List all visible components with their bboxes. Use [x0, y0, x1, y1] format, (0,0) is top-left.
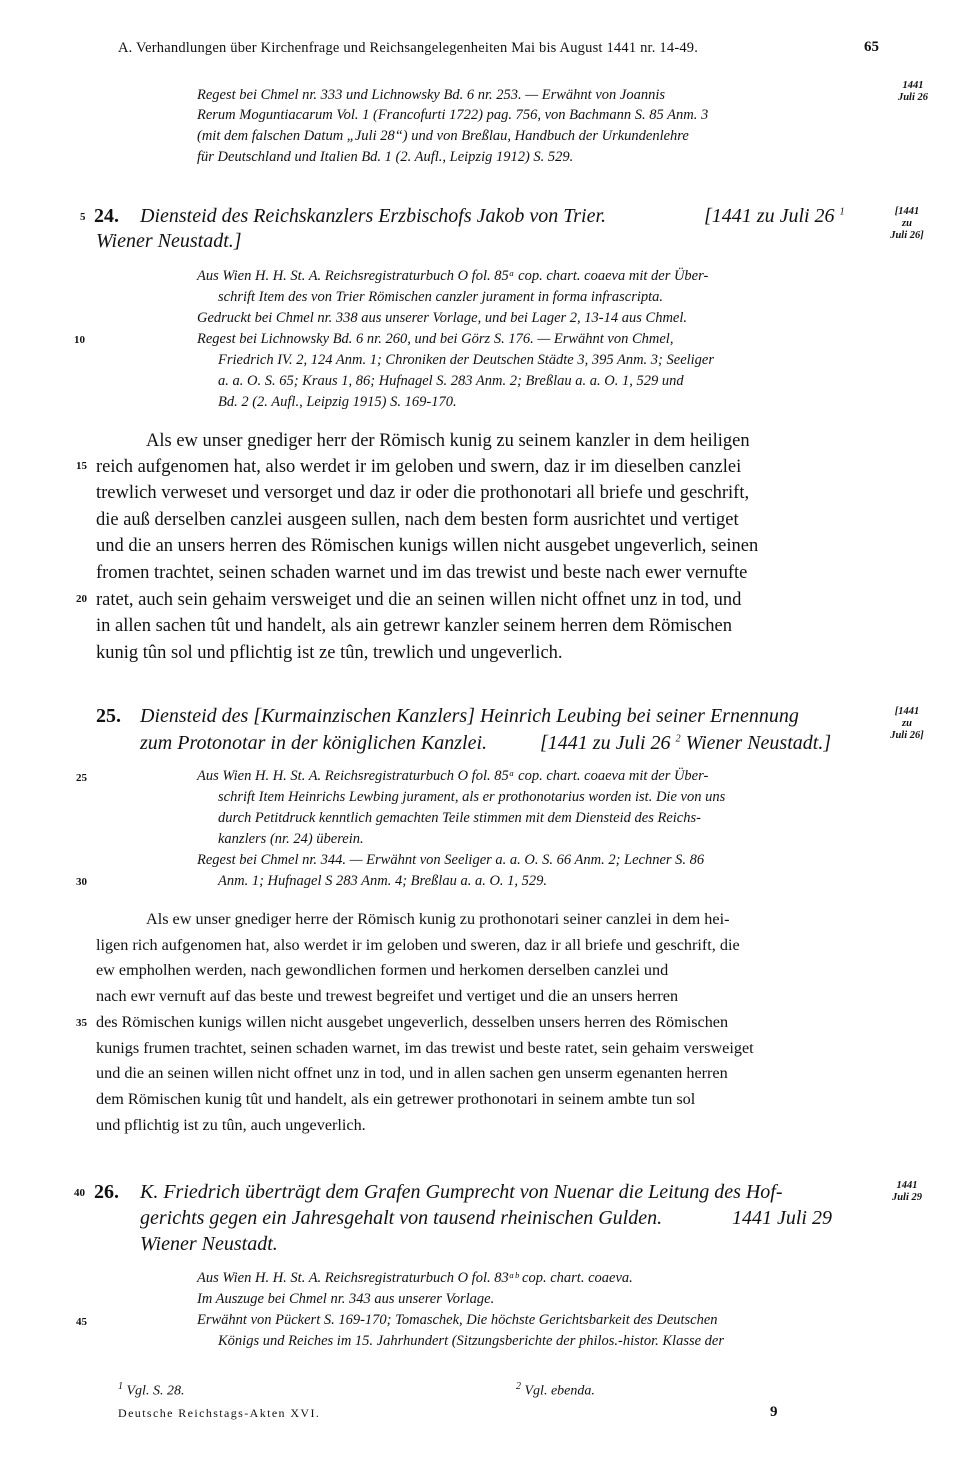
doc-note-line: Anm. 1; Hufnagel S 283 Anm. 4; Breßlau a. a. O. 1, 529. [218, 873, 548, 889]
doc-note-line: Aus Wien H. H. St. A. Reichsregistraturbuch O fol. 85ᵃ cop. chart. coaeva mit der Über- [197, 768, 709, 784]
doc-note-line: Regest bei Chmel nr. 344. — Erwähnt von Seeliger a. a. O. S. 66 Anm. 2; Lechner S. 86 [197, 852, 705, 868]
margin-date: [1441 zu Juli 26] [890, 206, 924, 242]
line-marker: 40 [74, 1187, 85, 1199]
page-number: 65 [864, 39, 879, 55]
doc-date: [1441 zu Juli 26 $^2$ Wiener Neustadt.] [540, 732, 832, 754]
intro-note-line: (mit dem falschen Datum „Juli 28“) und von Breßlau, Handbuch der Urkundenlehre [197, 128, 689, 144]
text-line: Als ew unser gnediger herre der Römisch kunig zu prothonotari seiner canzlei in dem hei- [146, 910, 730, 928]
line-marker: 25 [76, 772, 87, 784]
footnote-ref: 1 [839, 206, 845, 218]
text-line: in allen sachen tût und handelt, als ain getrewr kanzler seinem herren dem Römischen [96, 616, 732, 636]
doc-note-line: schrift Item des von Trier Römischen canzler jurament in forma infrascripta. [218, 289, 664, 305]
series-title: Deutsche Reichstags-Akten XVI. [118, 1406, 321, 1420]
doc-note-line: schrift Item Heinrichs Lewbing jurament, als er prothonotarius worden ist. Die von uns [218, 789, 726, 805]
text-line: des Römischen kunigs willen nicht ausgebet ungeverlich, desselben unsers herren des Römischen [96, 1013, 729, 1031]
doc-title: zum Protonotar in der königlichen Kanzlei. [140, 732, 488, 754]
text-line: und die an unsers herren des Römischen kunigs willen nicht ausgebet ungeverlich, seinen [96, 536, 759, 556]
doc-note-line: Im Auszuge bei Chmel nr. 343 aus unserer Vorlage. [197, 1291, 495, 1307]
line-marker: 5 [80, 211, 86, 223]
doc-note-line: Gedruckt bei Chmel nr. 338 aus unserer Vorlage, und bei Lager 2, 13-14 aus Chmel. [197, 310, 688, 326]
text-line: nach ewr vernuft auf das beste und trewest begreifet und vertiget und die an unsers herren [96, 987, 679, 1005]
text-line: ew empholhen werden, nach gewondlichen formen und herkomen derselben canzlei und [96, 961, 669, 979]
line-marker: 20 [76, 593, 87, 605]
text-line: Als ew unser gnediger herr der Römisch kunig zu seinem kanzler in dem heiligen [146, 431, 750, 451]
line-marker: 15 [76, 460, 87, 472]
text-line: ratet, auch sein gehaim versweiget und die an seinen willen nicht offnet unz in tod, und [96, 590, 742, 610]
text-line: ligen rich aufgenomen hat, also werdet ir im geloben und sweren, daz ir all briefe und geschrift, die [96, 936, 740, 954]
doc-title: Diensteid des Reichskanzlers Erzbischofs Jakob von Trier. [140, 205, 607, 227]
line-marker: 45 [76, 1316, 87, 1328]
doc-note-line: Aus Wien H. H. St. A. Reichsregistraturbuch O fol. 85ᵃ cop. chart. coaeva mit der Über- [197, 268, 709, 284]
line-marker: 30 [76, 876, 87, 888]
doc-note-line: kanzlers (nr. 24) überein. [218, 831, 364, 847]
footnote-text: Vgl. ebenda. [524, 1383, 595, 1399]
text-line: trewlich verweset und versorget und daz ir oder die prothonotari all briefe und geschrift, [96, 483, 750, 503]
line-marker: 10 [74, 334, 85, 346]
doc-date: 1441 Juli 29 [732, 1207, 832, 1229]
intro-note-line: für Deutschland und Italien Bd. 1 (2. Aufl., Leipzig 1912) S. 529. [197, 149, 574, 165]
margin-date: [1441 zu Juli 26] [890, 706, 924, 742]
footnote-mark: 1 [118, 1381, 123, 1392]
text-line: kunig tûn sol und pflichtig ist ze tûn, trewlich und ungeverlich. [96, 643, 563, 663]
doc-note-line: Aus Wien H. H. St. A. Reichsregistraturbuch O fol. 83ᵃᵇ cop. chart. coaeva. [197, 1270, 633, 1286]
doc-date: [1441 zu Juli 26 $^1$ [704, 205, 845, 227]
doc-number: 25. [96, 705, 121, 727]
doc-note-line: durch Petitdruck kenntlich gemachten Teile stimmen mit dem Diensteid des Reichs- [218, 810, 701, 826]
doc-title: gerichts gegen ein Jahresgehalt von tausend rheinischen Gulden. [140, 1207, 663, 1229]
margin-date: 1441 Juli 26 [897, 80, 929, 104]
text-line: kunigs frumen trachtet, seinen schaden warnet, im das trewist und beste ratet, sein gehaim versweiget [96, 1039, 754, 1057]
doc-title: K. Friedrich überträgt dem Grafen Gumprecht von Nuenar die Leitung des Hof- [140, 1181, 783, 1203]
signature-mark: 9 [770, 1404, 778, 1420]
footnote-text: Vgl. S. 28. [126, 1383, 185, 1399]
doc-note-line: a. a. O. S. 65; Kraus 1, 86; Hufnagel S. 283 Anm. 2; Breßlau a. a. O. 1, 529 und [218, 373, 684, 389]
text-line: und pflichtig ist zu tûn, auch ungeverlich. [96, 1116, 366, 1134]
doc-note-line: Erwähnt von Pückert S. 169-170; Tomaschek, Die höchste Gerichtsbarkeit des Deutschen [197, 1312, 718, 1328]
doc-title: Diensteid des [Kurmainzischen Kanzlers] Heinrich Leubing bei seiner Ernennung [140, 705, 799, 727]
text-line: und die an seinen willen nicht offnet unz in tod, und in allen sachen gen unserm egenanten herren [96, 1064, 728, 1082]
footnote-ref: 2 [675, 733, 681, 745]
margin-date: 1441 Juli 29 [891, 1180, 923, 1204]
footnote-mark: 2 [516, 1381, 521, 1392]
doc-note-line: Regest bei Lichnowsky Bd. 6 nr. 260, und bei Görz S. 176. — Erwähnt von Chmel, [197, 331, 674, 347]
intro-note-line: Regest bei Chmel nr. 333 und Lichnowsky Bd. 6 nr. 253. — Erwähnt von Joannis [197, 87, 666, 103]
intro-note-line: Rerum Moguntiacarum Vol. 1 (Francofurti 1722) pag. 756, von Bachmann S. 85 Anm. 3 [197, 107, 709, 123]
doc-note-line: Bd. 2 (2. Aufl., Leipzig 1915) S. 169-170. [218, 394, 457, 410]
running-title: A. Verhandlungen über Kirchenfrage und Reichsangelegenheiten Mai bis August 1441 nr. 14-49. [118, 40, 699, 56]
text-line: fromen trachtet, seinen schaden warnet und im das trewist und beste nach ewer vernufte [96, 563, 748, 583]
text-line: reich aufgenomen hat, also werdet ir im geloben und swern, daz ir im dieselben canzlei [96, 457, 742, 477]
doc-note-line: Friedrich IV. 2, 124 Anm. 1; Chroniken der Deutschen Städte 3, 395 Anm. 3; Seeliger [218, 352, 715, 368]
doc-title: Wiener Neustadt.] [96, 230, 242, 252]
text-line: die auß derselben canzlei ausgeen sullen, nach dem besten form ausrichtet und vertiget [96, 510, 739, 530]
line-marker: 35 [76, 1017, 87, 1029]
doc-number: 26. [94, 1181, 119, 1203]
doc-title: Wiener Neustadt. [140, 1233, 278, 1255]
text-line: dem Römischen kunig tût und handelt, als ein getrewer prothonotari in seinem ambte tun sol [96, 1090, 696, 1108]
footnote [118, 1381, 184, 1400]
doc-number: 24. [94, 205, 119, 227]
doc-note-line: Königs und Reiches im 15. Jahrhundert (Sitzungsberichte der philos.-histor. Klasse der [218, 1333, 724, 1349]
footnote [516, 1381, 595, 1400]
